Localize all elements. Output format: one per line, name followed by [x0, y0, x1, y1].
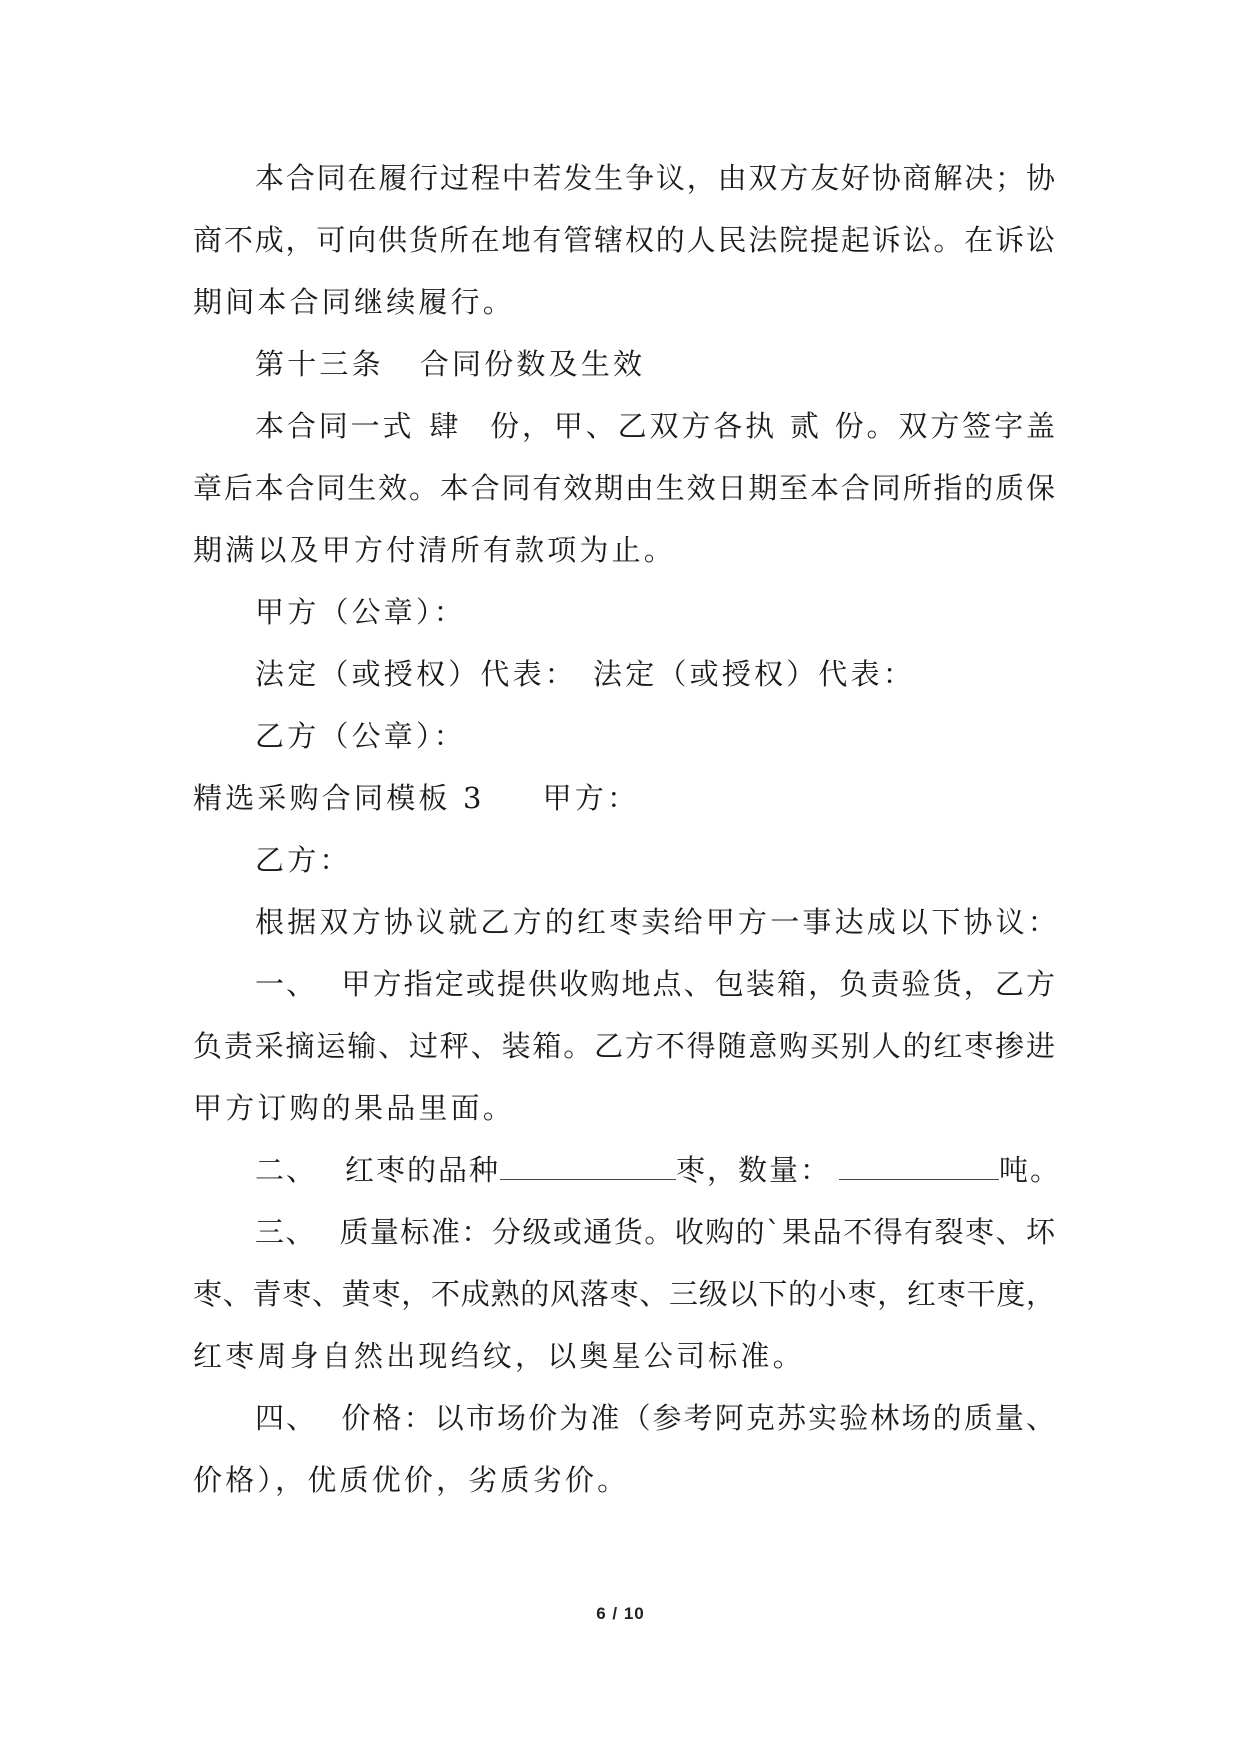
section-3-heading-line: [193, 778, 639, 818]
section-3-party-a-label: 甲方：: [542, 781, 640, 815]
clause-1-text-1: 甲方指定或提供收购地点、包装箱，负责验货，乙方: [339, 967, 1055, 1001]
copies-text-b: 份，甲、乙双方各执: [487, 409, 778, 443]
party-a-seal-label: 甲方（公章）：: [255, 595, 466, 629]
clause-4-line-1: [255, 1398, 1055, 1438]
clause-4-text-1: 价格：以市场价为准（参考阿克苏实验林场的质量、: [339, 1401, 1055, 1435]
copies-paragraph-line-1: [255, 406, 1055, 446]
copies-paragraph-line-3: 期满以及甲方付清所有款项为止。: [193, 533, 677, 567]
section-3-heading: 精选采购合同模板 3: [193, 781, 485, 815]
article-13-heading: [255, 344, 645, 384]
clause-4-line-2: 价格），优质优价，劣质劣价。: [193, 1463, 630, 1497]
article-13-title: 合同份数及生效: [419, 347, 646, 381]
clause-3-text-1: 质量标准：分级或通货。收购的`果品不得有裂枣、坏: [337, 1215, 1055, 1249]
clause-1-line-1: [255, 964, 1055, 1004]
dispute-paragraph-line-1: 本合同在履行过程中若发生争议，由双方友好协商解决；协: [255, 161, 1055, 195]
representatives-line: [255, 654, 915, 694]
article-13-number: 第十三条: [255, 347, 384, 381]
clause-1-line-3: 甲方订购的果品里面。: [193, 1091, 516, 1125]
page-number: 6 / 10: [596, 1604, 645, 1623]
clause-2-number: 二、: [255, 1153, 318, 1187]
clause-1-number: 一、: [255, 967, 318, 1001]
party-b-label: 乙方：: [255, 843, 352, 877]
quantity-blank-field[interactable]: [839, 1151, 999, 1180]
agreement-intro: 根据双方协议就乙方的红枣卖给甲方一事达成以下协议：: [255, 905, 1061, 939]
clause-2-unit: 吨。: [999, 1153, 1062, 1187]
clause-2-line: [255, 1150, 1061, 1190]
clause-3-number: 三、: [255, 1215, 316, 1249]
clause-3-line-3: 红枣周身自然出现绉纹，以奥星公司标准。: [193, 1339, 805, 1373]
copies-text-c: 份。双方签字盖: [831, 409, 1055, 443]
representative-b-label: 法定（或授权）代表：: [593, 657, 916, 691]
variety-blank-field[interactable]: [500, 1151, 676, 1180]
copies-paragraph-line-2: 章后本合同生效。本合同有效期由生效日期至本合同所指的质保: [193, 471, 1055, 505]
clause-4-number: 四、: [255, 1401, 318, 1435]
clause-1-line-2: 负责采摘运输、过秤、装箱。乙方不得随意购买别人的红枣掺进: [193, 1029, 1055, 1063]
clause-2-quantity-label: 枣，数量：: [676, 1153, 832, 1187]
party-b-seal-label: 乙方（公章）：: [255, 719, 466, 753]
copies-each: 贰: [787, 409, 822, 443]
dispute-paragraph-line-2: 商不成，可向供货所在地有管辖权的人民法院提起诉讼。在诉讼: [193, 223, 1055, 257]
copies-text-a: 本合同一式: [255, 409, 415, 443]
clause-3-line-2: 枣、青枣、黄枣，不成熟的风落枣、三级以下的小枣，红枣干度，: [193, 1277, 1055, 1311]
clause-3-line-1: [255, 1212, 1055, 1252]
copies-total: 肆: [426, 409, 462, 443]
clause-2-variety-label: 红枣的品种: [345, 1153, 501, 1187]
representative-a-label: 法定（或授权）代表：: [255, 657, 578, 691]
dispute-paragraph-line-3: 期间本合同继续履行。: [193, 285, 516, 319]
